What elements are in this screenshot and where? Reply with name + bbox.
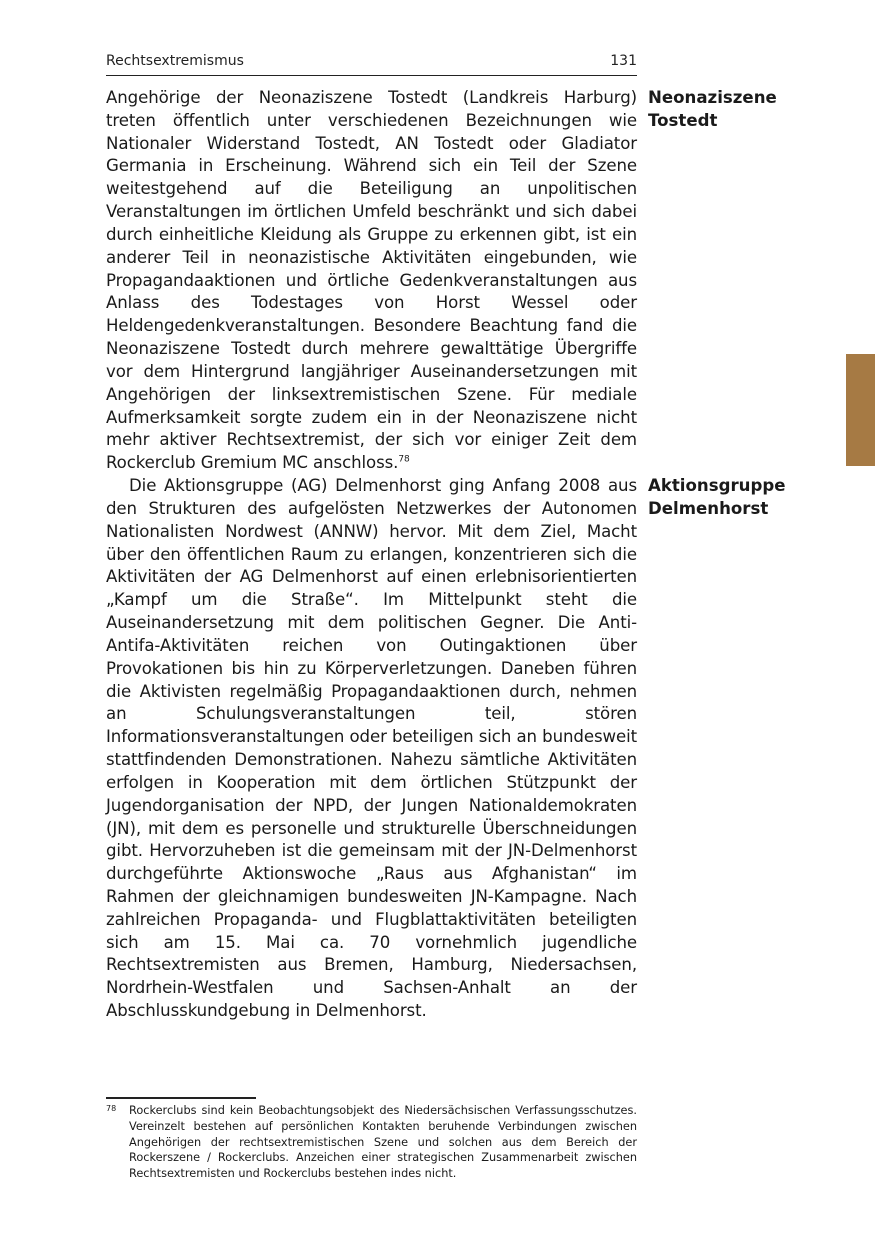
footnote-number: 78 — [106, 1104, 117, 1113]
footnote — [106, 1103, 637, 1182]
page-number: 131 — [610, 53, 637, 69]
main-text — [106, 87, 637, 1023]
margin-note-tostedt: Neonaziszene Tostedt — [648, 88, 777, 130]
chapter-thumb-tab — [846, 354, 875, 466]
running-title: Rechtsextremismus — [106, 53, 244, 69]
footnote-reference[interactable]: 78 — [398, 454, 410, 465]
paragraph-delmenhorst: Die Aktionsgruppe (AG) Delmenhorst ging Anfang 2008 aus den Strukturen des aufgelösten Netzwerkes der Autonomen Nationalisten Nordwest (ANNW) hervor. Mit dem Ziel, Macht über den öffentlichen Raum zu erlangen, konzentrieren sich die Aktivitäten der AG Delmenhorst auf einen erlebnisorientierten „Kampf um die Straße“. Im Mittelpunkt steht die Auseinandersetzung mit dem politischen Gegner. Die Anti-Antifa-Aktivitäten reichen von Outingaktionen über Provokationen bis hin zu Körperverletzungen. Daneben führen die Aktivisten regelmäßig Propagandaaktionen durch, nehmen an Schulungsveranstaltungen teil, stören Informationsveranstaltungen oder beteiligen sich an bundesweit stattfindenden Demonstrationen. Nahezu sämtliche Aktivitäten erfolgen in Kooperation mit dem örtlichen Stützpunkt der Jugendorganisation der NPD, der Jungen Nationaldemokraten (JN), mit dem es personelle und strukturelle Überschneidungen gibt. Hervorzuheben ist die gemeinsam mit der JN-Delmenhorst durchgeführte Aktionswoche „Raus aus Afghanistan“ im Rahmen der gleichnamigen bundesweiten JN-Kampagne. Nach zahlreichen Propaganda- und Flugblattaktivitäten beteiligten sich am 15. Mai ca. 70 vornehmlich jugendliche Rechtsextremisten aus Bremen, Hamburg, Niedersachsen, Nordrhein-Westfalen und Sachsen-Anhalt an der Abschlusskundgebung in Delmenhorst. — [106, 476, 637, 1021]
footnote-text: Rockerclubs sind kein Beobachtungsobjekt des Niedersächsischen Verfassungsschutzes. Vereinzelt bestehen auf persönlichen Kontakten beruhende Verbindungen zwischen Angehörigen der rechtsextremistischen Szene und solchen aus dem Bereich der Rockerszene / Rockerclubs. Anzeichen einer strategischen Zusammenarbeit zwischen Rechtsextremisten und Rockerclubs bestehen indes nicht. — [129, 1104, 637, 1181]
paragraph-tostedt-text: Angehörige der Neonaziszene Tostedt (Landkreis Harburg) treten öffentlich unter verschiedenen Bezeichnungen wie Nationaler Widerstand Tostedt, AN Tostedt oder Gladiator Germania in Erscheinung. Während sich ein Teil der Szene weitestgehend auf die Beteiligung an unpolitischen Veranstaltungen im örtlichen Umfeld beschränkt und sich dabei durch einheitliche Kleidung als Gruppe zu erkennen gibt, ist ein anderer Teil in neonazistische Aktivitäten eingebunden, wie Propagandaaktionen und örtliche Gedenkveranstaltungen aus Anlass des Todestages von Horst Wessel oder Heldengedenkveranstaltungen. Besondere Beachtung fand die Neonaziszene Tostedt durch mehrere gewalttätige Übergriffe vor dem Hintergrund langjähriger Auseinandersetzungen mit Angehörigen der linksextremistischen Szene. Für mediale Aufmerksamkeit sorgte zudem ein in der Neonaziszene nicht mehr aktiver Rechtsextremist, der sich vor einiger Zeit dem Rockerclub Gremium MC anschloss. — [106, 88, 637, 473]
footnote-rule — [106, 1097, 256, 1099]
margin-note-delmenhorst: Aktionsgruppe Delmenhorst — [648, 476, 786, 518]
paragraph-tostedt — [106, 87, 637, 475]
running-header — [106, 50, 637, 76]
